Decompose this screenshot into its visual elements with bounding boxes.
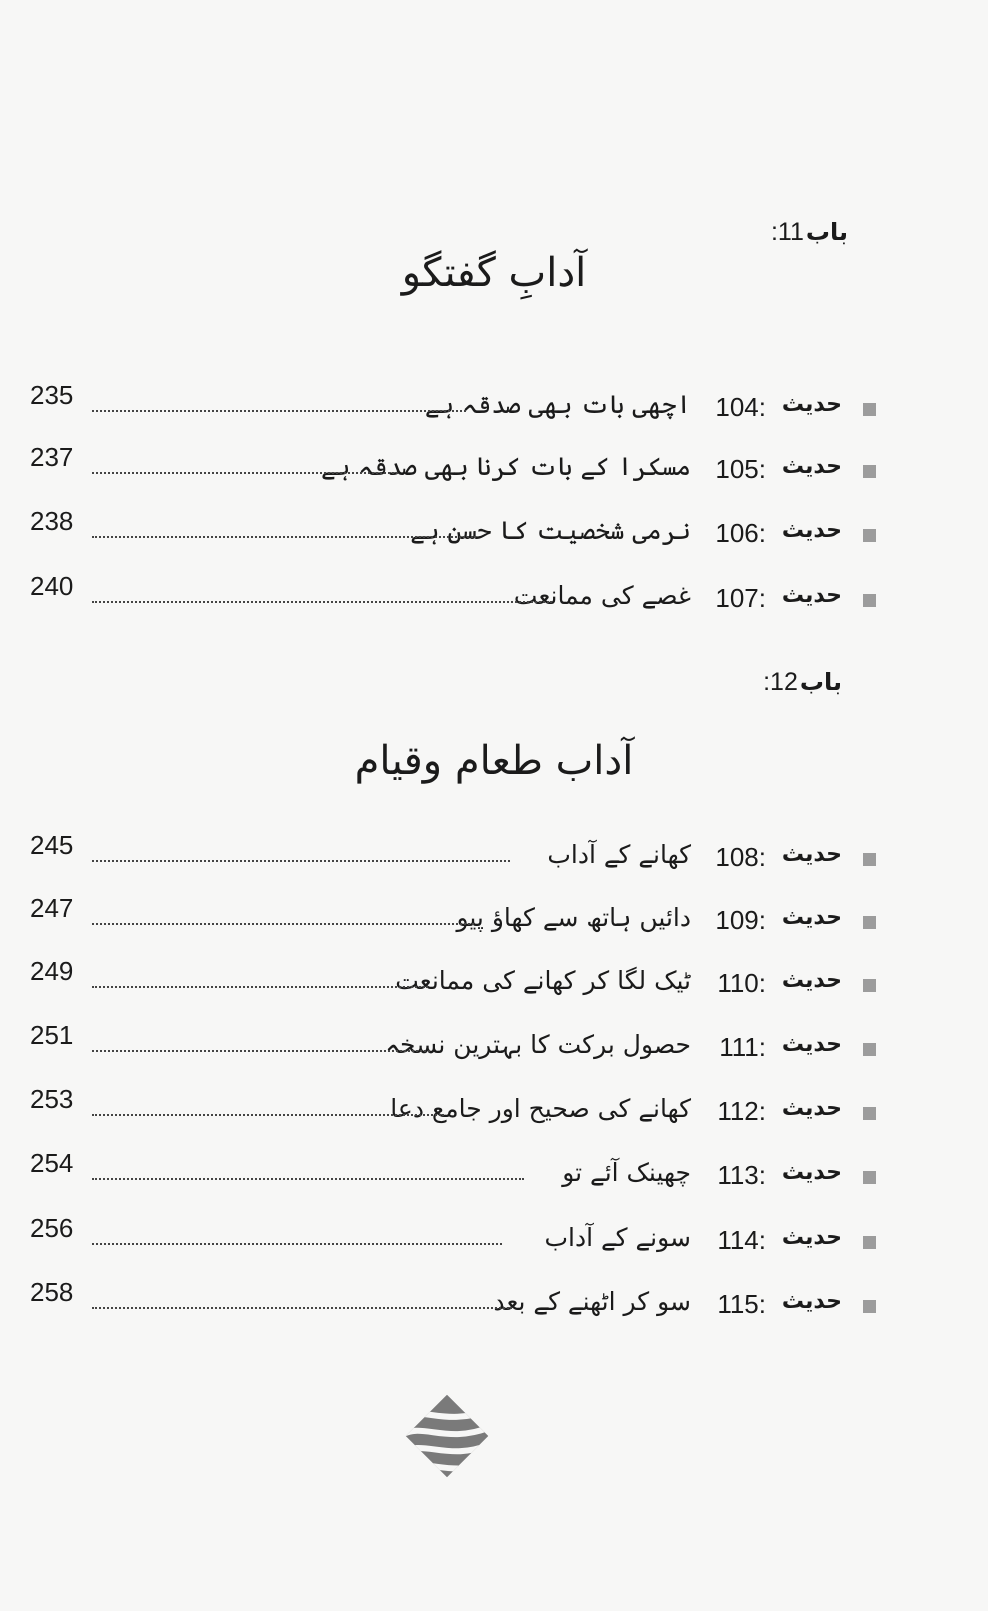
square-bullet-icon: [863, 594, 876, 607]
square-bullet-icon: [863, 529, 876, 542]
chapter-title: آدابِ گفتگو: [401, 250, 587, 296]
hadith-label: حدیث: [781, 392, 842, 417]
square-bullet-icon: [863, 465, 876, 478]
hadith-label: حدیث: [781, 1032, 842, 1057]
entry-title: ٹیک لگا کر کھانے کی ممانعت: [395, 966, 691, 995]
hadith-number: 115:: [717, 1289, 766, 1319]
square-bullet-icon: [863, 1171, 876, 1184]
chapter-title: آداب طعام وقیام: [354, 738, 634, 784]
hadith-number: 105:: [715, 454, 766, 484]
entry-title: حصول برکت کا بہترین نسخہ: [385, 1030, 691, 1059]
dot-leader: [92, 472, 398, 474]
entry-title: نرمی شخصیت کا حسن ہے: [410, 516, 691, 545]
entry-title: کھانے کے آداب: [547, 840, 691, 869]
hadith-label: حدیث: [781, 518, 842, 543]
page-number: 254: [30, 1148, 74, 1178]
hadith-number: 114:: [717, 1225, 766, 1255]
entry-title: کھانے کی صحیح اور جامع دعا: [390, 1094, 691, 1123]
square-bullet-icon: [863, 1043, 876, 1056]
hadith-number: 108:: [715, 842, 766, 872]
chapter-label: [700, 218, 848, 247]
square-bullet-icon: [863, 1107, 876, 1120]
toc-row[interactable]: [26, 506, 876, 556]
toc-row[interactable]: [26, 1277, 876, 1327]
square-bullet-icon: [863, 916, 876, 929]
page-number: 253: [30, 1084, 74, 1114]
page-number: 256: [30, 1213, 74, 1243]
page-number: 247: [30, 893, 74, 923]
page-number: 235: [30, 380, 74, 410]
toc-row[interactable]: [26, 893, 876, 943]
hadith-number: 106:: [715, 518, 766, 548]
page-number: 245: [30, 830, 74, 860]
hadith-number: 104:: [715, 392, 766, 422]
dot-leader: [92, 536, 476, 538]
page-number: 251: [30, 1020, 74, 1050]
entry-title: مسکرا کے بات کرنا بھی صدقہ ہے: [321, 452, 691, 481]
dot-leader: [92, 923, 474, 925]
hadith-label: حدیث: [781, 968, 842, 993]
page-number: 238: [30, 506, 74, 536]
hadith-number: 110:: [717, 968, 766, 998]
wave-logo-icon: [404, 1393, 490, 1479]
page-number: 249: [30, 956, 74, 986]
page-number: 237: [30, 442, 74, 472]
page-number: 258: [30, 1277, 74, 1307]
square-bullet-icon: [863, 853, 876, 866]
entry-title: چھینک آئے تو: [562, 1158, 691, 1187]
chapter-label-word: باب: [799, 668, 842, 696]
hadith-number: 112:: [717, 1096, 766, 1126]
hadith-number: 111:: [719, 1032, 766, 1062]
hadith-label: حدیث: [781, 842, 842, 867]
toc-row[interactable]: [26, 1148, 876, 1198]
toc-row[interactable]: [26, 1020, 876, 1070]
toc-row[interactable]: [26, 1084, 876, 1134]
hadith-number: 113:: [717, 1160, 766, 1190]
page-number: 240: [30, 571, 74, 601]
entry-title: اچھی بات بھی صدقہ ہے: [424, 390, 691, 419]
toc-row[interactable]: [26, 380, 876, 430]
toc-row[interactable]: [26, 1213, 876, 1263]
chapter-label-word: باب: [805, 218, 848, 246]
entry-title: دائیں ہاتھ سے کھاؤ پیو: [456, 903, 691, 932]
hadith-label: حدیث: [781, 1160, 842, 1185]
dot-leader: [92, 860, 510, 862]
dot-leader: [92, 410, 466, 412]
hadith-number: 107:: [715, 583, 766, 613]
dot-leader: [92, 1050, 430, 1052]
square-bullet-icon: [863, 979, 876, 992]
hadith-label: حدیث: [781, 1096, 842, 1121]
toc-row[interactable]: [26, 830, 876, 880]
toc-row[interactable]: [26, 571, 876, 621]
hadith-label: حدیث: [781, 905, 842, 930]
chapter-number: :11: [770, 218, 804, 246]
dot-leader: [92, 601, 552, 603]
hadith-label: حدیث: [781, 583, 842, 608]
dot-leader: [92, 1178, 524, 1180]
dot-leader: [92, 1307, 512, 1309]
square-bullet-icon: [863, 1236, 876, 1249]
toc-row[interactable]: [26, 442, 876, 492]
hadith-label: حدیث: [781, 454, 842, 479]
entry-title: سو کر اٹھنے کے بعد: [493, 1287, 691, 1316]
chapter-number: :12: [763, 668, 798, 696]
toc-row[interactable]: [26, 956, 876, 1006]
dot-leader: [92, 1114, 444, 1116]
entry-title: سونے کے آداب: [544, 1223, 691, 1252]
square-bullet-icon: [863, 1300, 876, 1313]
hadith-number: 109:: [715, 905, 766, 935]
entry-title: غصے کی ممانعت: [513, 581, 691, 610]
chapter-label: [694, 668, 842, 697]
dot-leader: [92, 1243, 502, 1245]
square-bullet-icon: [863, 403, 876, 416]
dot-leader: [92, 986, 428, 988]
hadith-label: حدیث: [781, 1225, 842, 1250]
hadith-label: حدیث: [781, 1289, 842, 1314]
